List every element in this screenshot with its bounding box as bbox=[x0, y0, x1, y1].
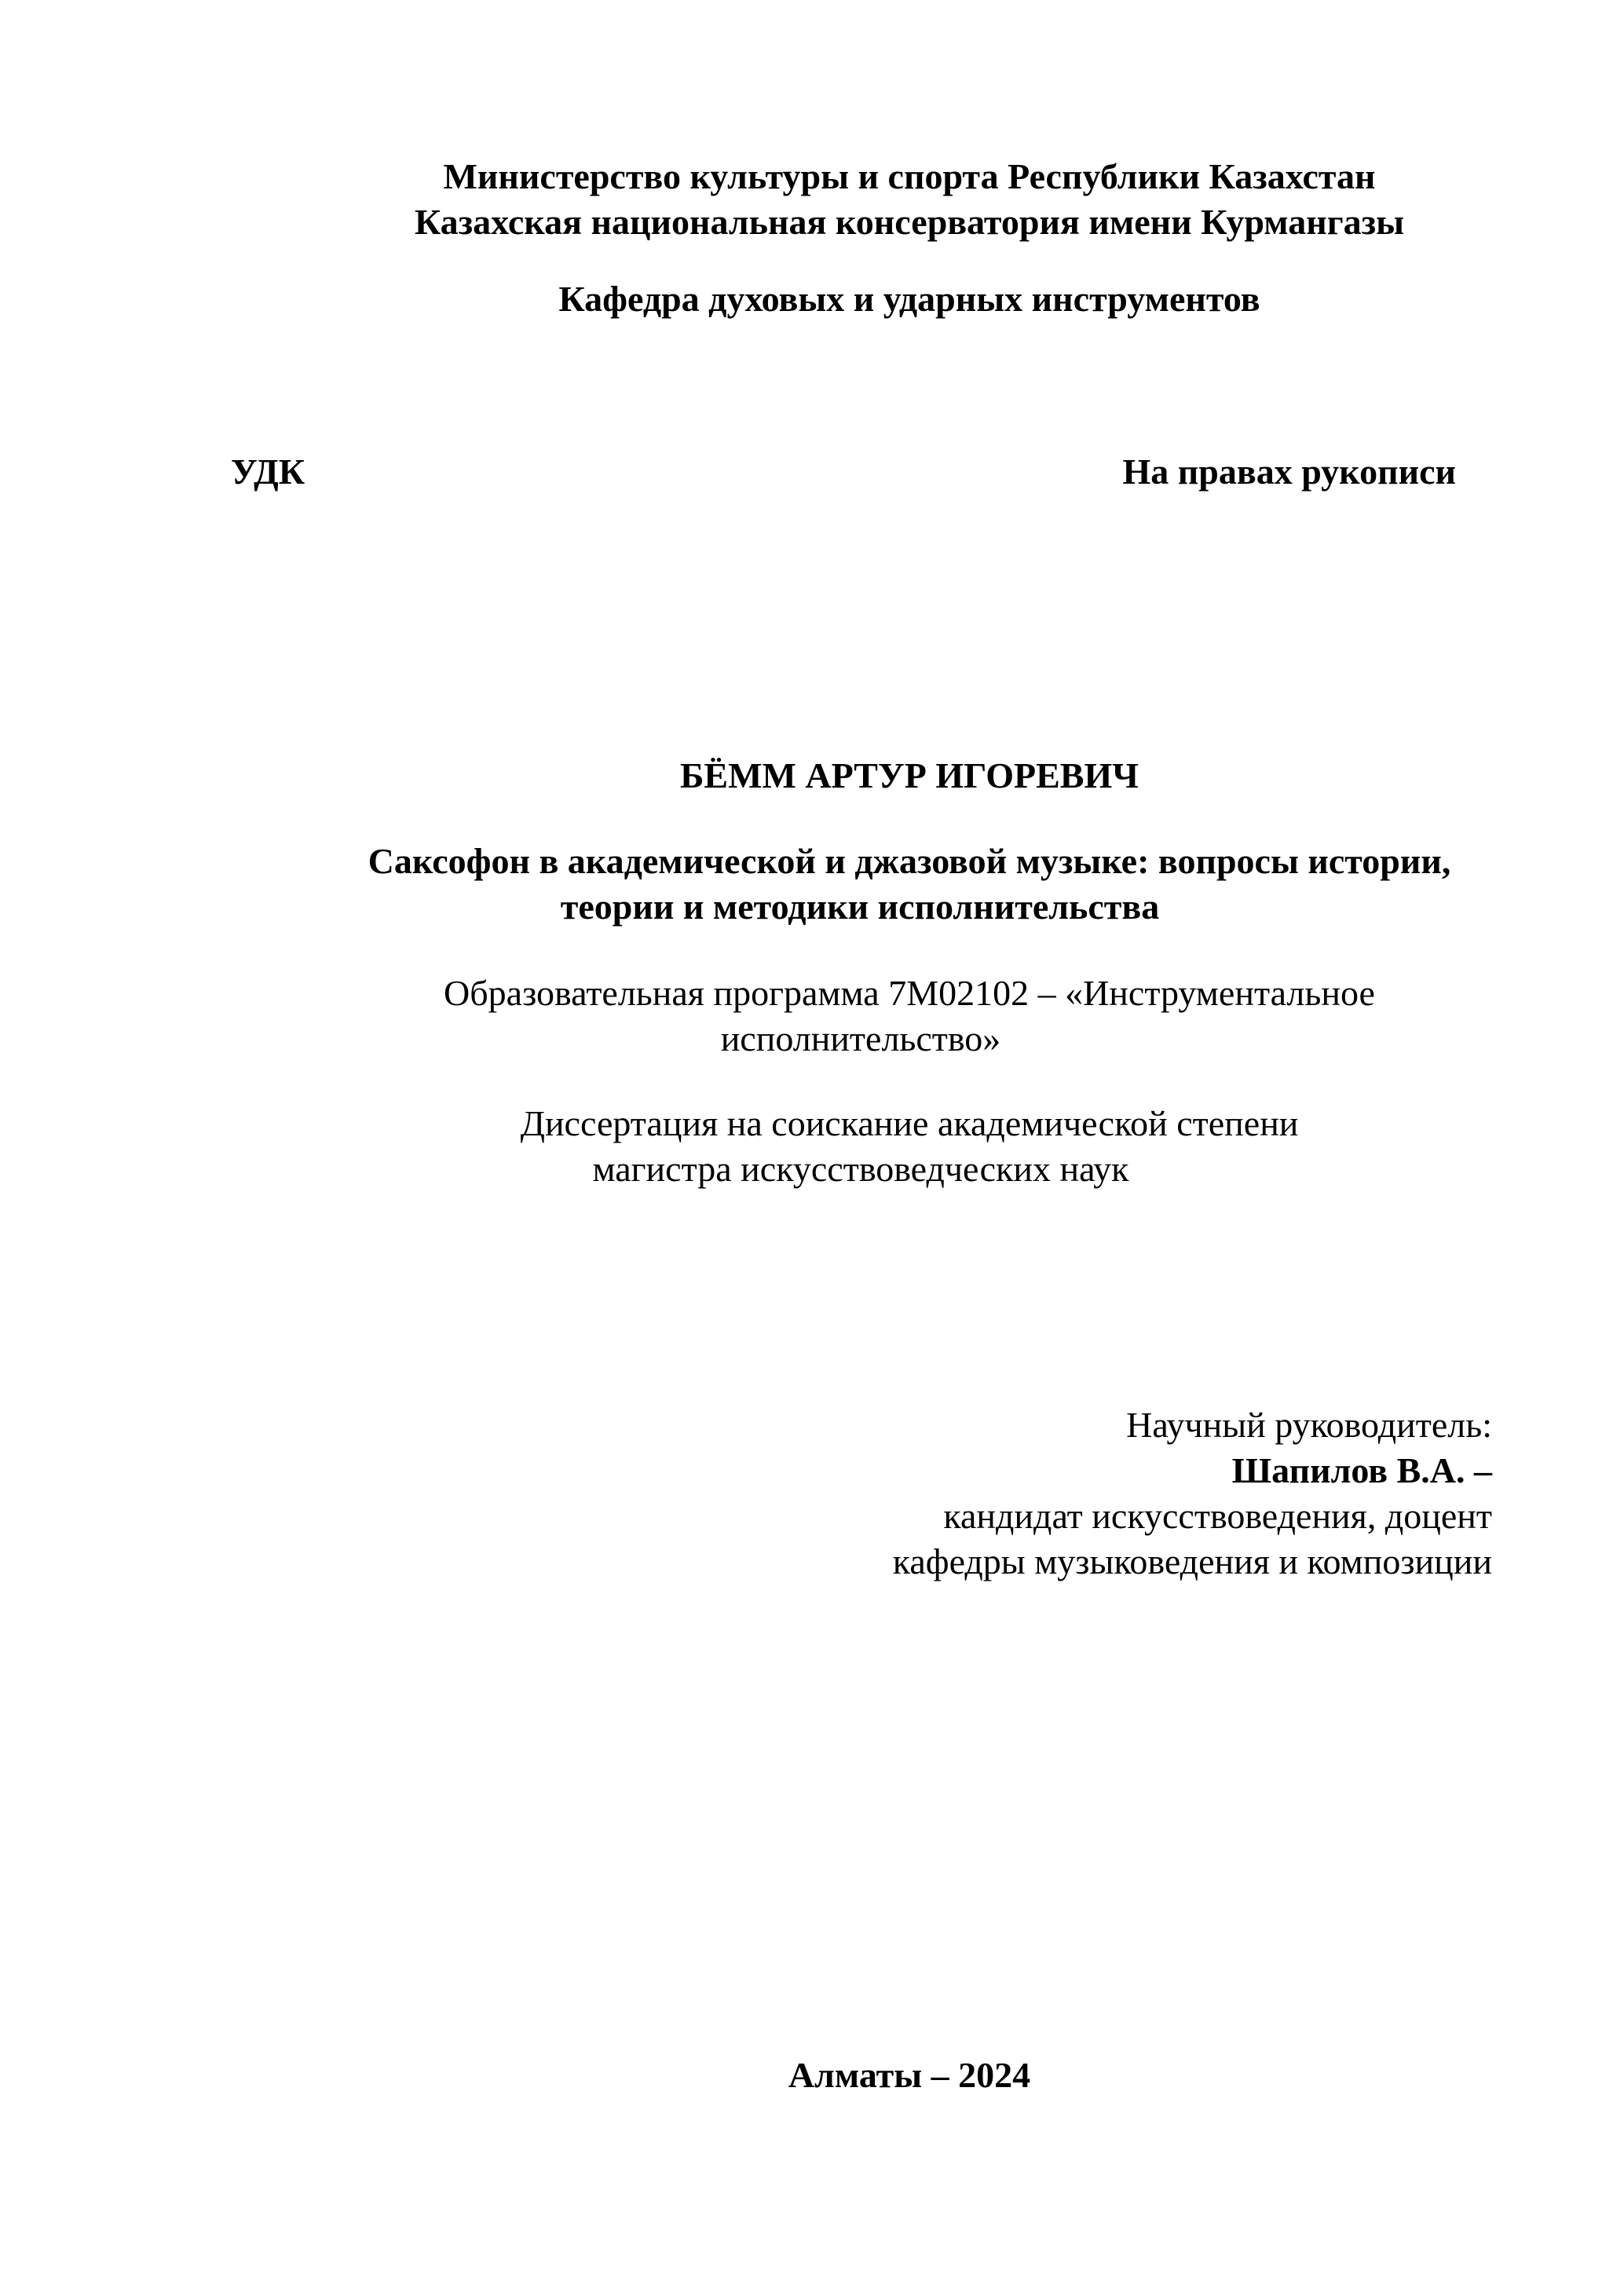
program-line-1: Образовательная программа 7М02102 – «Инструментальное bbox=[444, 973, 1375, 1013]
city-year: Алматы – 2024 bbox=[788, 2055, 1031, 2095]
conservatory-name: Казахская национальная консерватория имени Курмангазы bbox=[414, 202, 1405, 242]
ministry-name: Министерство культуры и спорта Республики Казахстан bbox=[443, 156, 1376, 196]
program-line-2: исполнительство» bbox=[720, 1018, 1001, 1058]
supervisor-label: Научный руководитель: bbox=[1126, 1405, 1492, 1445]
thesis-title-line-1: Саксофон в академической и джазовой музыке: вопросы истории, bbox=[368, 841, 1451, 881]
manuscript-rights: На правах рукописи bbox=[1122, 452, 1456, 492]
author-name: БЁММ АРТУР ИГОРЕВИЧ bbox=[679, 755, 1139, 795]
degree-line-1: Диссертация на соискание академической степени bbox=[520, 1103, 1299, 1143]
thesis-title-line-2: теории и методики исполнительства bbox=[560, 887, 1160, 927]
udc-label: УДК bbox=[231, 452, 305, 492]
supervisor-position-line-2: кафедры музыковедения и композиции bbox=[892, 1541, 1492, 1581]
supervisor-name: Шапилов В.А. – bbox=[1231, 1450, 1492, 1490]
department-name: Кафедра духовых и ударных инструментов bbox=[558, 279, 1260, 319]
supervisor-position-line-1: кандидат искусствоведения, доцент bbox=[943, 1496, 1492, 1536]
degree-line-2: магистра искусствоведческих наук bbox=[592, 1149, 1129, 1189]
